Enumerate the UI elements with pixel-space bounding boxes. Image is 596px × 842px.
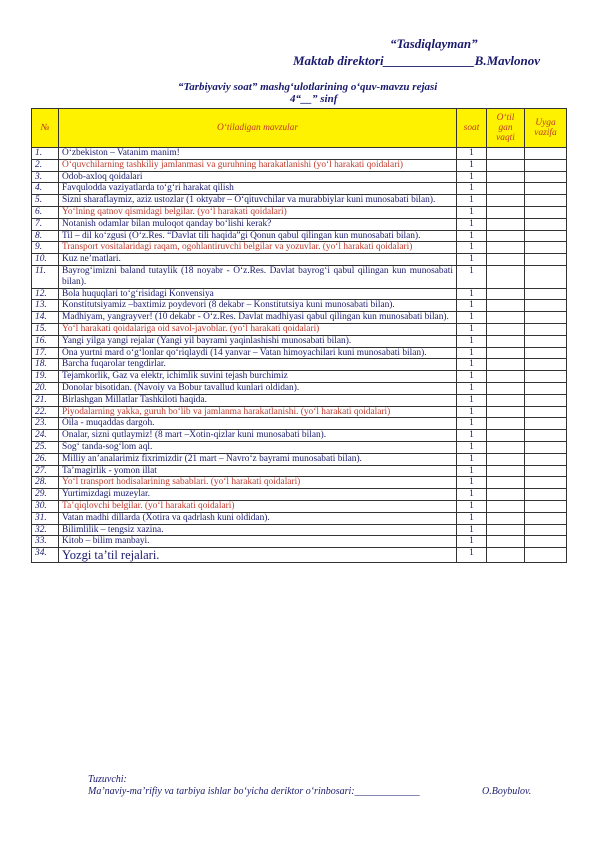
row-homework: [525, 347, 567, 359]
row-number: 31.: [32, 512, 59, 524]
row-hours: 1: [457, 536, 487, 548]
table-row: [32, 254, 567, 266]
header-topics: O‘tiladigan mavzular: [59, 109, 457, 148]
row-topic: Transport vositalaridagi raqam, ogohlantiruvchi belgilar va yozuvlar. (yo‘l harakati qoidalari): [59, 242, 457, 254]
row-topic: Ta’qiqlovchi belgilar. (yo‘l harakati qoidalari): [59, 500, 457, 512]
row-date-taught: [487, 406, 525, 418]
class-label: 4“__” sinf: [290, 93, 338, 105]
header-hours: soat: [457, 109, 487, 148]
row-homework: [525, 453, 567, 465]
row-hours: 1: [457, 265, 487, 288]
row-homework: [525, 300, 567, 312]
row-topic: Yangi yilga yangi rejalar (Yangi yil bayrami yaqinlashishi munosabati bilan).: [59, 335, 457, 347]
row-topic: Piyodalarning yakka, guruh bo‘lib va jamlanma harakatlanishi. (yo‘l harakati qoidalari): [59, 406, 457, 418]
table-row: [32, 418, 567, 430]
row-hours: 1: [457, 230, 487, 242]
row-topic: Oila - muqaddas dargoh.: [59, 418, 457, 430]
row-hours: 1: [457, 218, 487, 230]
row-number: 17.: [32, 347, 59, 359]
row-topic: Bola huquqlari to‘g‘risidagi Konvensiya: [59, 288, 457, 300]
row-homework: [525, 477, 567, 489]
compiler-name: O.Boybulov.: [482, 786, 532, 797]
row-topic: Onalar, sizni qutlaymiz! (8 mart –Xotin-qizlar kuni munosabati bilan).: [59, 430, 457, 442]
row-date-taught: [487, 548, 525, 563]
row-topic: Birlashgan Millatlar Tashkiloti haqida.: [59, 394, 457, 406]
row-date-taught: [487, 489, 525, 501]
row-date-taught: [487, 159, 525, 171]
row-number: 14.: [32, 312, 59, 324]
row-homework: [525, 288, 567, 300]
row-date-taught: [487, 312, 525, 324]
row-number: 28.: [32, 477, 59, 489]
row-hours: 1: [457, 159, 487, 171]
row-hours: 1: [457, 489, 487, 501]
table-row: [32, 548, 567, 563]
director-signature-line: Maktab direktori______________B.Mavlonov: [293, 53, 541, 68]
row-hours: 1: [457, 288, 487, 300]
row-topic: O‘zbekiston – Vatanim manim!: [59, 148, 457, 160]
row-number: 5.: [32, 195, 59, 207]
row-hours: 1: [457, 418, 487, 430]
row-date-taught: [487, 195, 525, 207]
row-homework: [525, 218, 567, 230]
row-number: 6.: [32, 206, 59, 218]
row-topic: Yozgi ta’til rejalari.: [59, 548, 457, 563]
header-homework: Uyga vazifa: [525, 109, 567, 148]
row-topic: Odob-axloq qoidalari: [59, 171, 457, 183]
row-number: 3.: [32, 171, 59, 183]
row-homework: [525, 406, 567, 418]
row-date-taught: [487, 500, 525, 512]
row-homework: [525, 489, 567, 501]
row-topic: Kitob – bilim manbayi.: [59, 536, 457, 548]
row-hours: 1: [457, 441, 487, 453]
row-date-taught: [487, 453, 525, 465]
row-homework: [525, 148, 567, 160]
row-number: 1.: [32, 148, 59, 160]
row-topic: Favqulodda vaziyatlarda to‘g‘ri harakat qilish: [59, 183, 457, 195]
row-date-taught: [487, 254, 525, 266]
table-row: [32, 347, 567, 359]
row-homework: [525, 430, 567, 442]
row-date-taught: [487, 512, 525, 524]
row-homework: [525, 441, 567, 453]
row-date-taught: [487, 323, 525, 335]
table-row: [32, 206, 567, 218]
table-row: [32, 512, 567, 524]
row-homework: [525, 206, 567, 218]
row-date-taught: [487, 265, 525, 288]
header-date-taught: O‘til gan vaqti: [487, 109, 525, 148]
row-hours: 1: [457, 335, 487, 347]
row-date-taught: [487, 465, 525, 477]
table-row: [32, 242, 567, 254]
row-hours: 1: [457, 371, 487, 383]
row-hours: 1: [457, 359, 487, 371]
row-date-taught: [487, 347, 525, 359]
row-hours: 1: [457, 430, 487, 442]
row-topic: Tejamkorlik, Gaz va elektr, ichimlik suvini tejash burchimiz: [59, 371, 457, 383]
row-date-taught: [487, 441, 525, 453]
row-number: 27.: [32, 465, 59, 477]
row-number: 19.: [32, 371, 59, 383]
lesson-plan-table: [31, 108, 567, 563]
row-hours: 1: [457, 548, 487, 563]
table-row: [32, 195, 567, 207]
row-number: 15.: [32, 323, 59, 335]
row-hours: 1: [457, 500, 487, 512]
row-homework: [525, 394, 567, 406]
compiler-label: Tuzuvchi:: [88, 774, 127, 785]
row-number: 18.: [32, 359, 59, 371]
row-number: 13.: [32, 300, 59, 312]
row-topic: Kuz ne’matlari.: [59, 254, 457, 266]
row-date-taught: [487, 230, 525, 242]
row-hours: 1: [457, 453, 487, 465]
row-date-taught: [487, 359, 525, 371]
table-row: [32, 288, 567, 300]
row-hours: 1: [457, 382, 487, 394]
table-row: [32, 465, 567, 477]
row-homework: [525, 265, 567, 288]
row-hours: 1: [457, 183, 487, 195]
row-number: 32.: [32, 524, 59, 536]
row-date-taught: [487, 171, 525, 183]
row-hours: 1: [457, 195, 487, 207]
row-topic: Bilimlilik – tengsiz xazina.: [59, 524, 457, 536]
row-number: 12.: [32, 288, 59, 300]
row-number: 11.: [32, 265, 59, 288]
table-row: [32, 218, 567, 230]
row-topic: Til – dil ko‘zgusi (O‘z.Res. “Davlat tili haqida”gi Qonun qabul qilingan kun munosabati bilan).: [59, 230, 457, 242]
row-hours: 1: [457, 323, 487, 335]
row-date-taught: [487, 242, 525, 254]
row-date-taught: [487, 371, 525, 383]
table-row: [32, 230, 567, 242]
row-homework: [525, 323, 567, 335]
row-topic: Sizni sharaflaymiz, aziz ustozlar (1 oktyabr – O‘qituvchilar va murabbiylar kuni munosabati bilan).: [59, 195, 457, 207]
row-topic: Ona yurtni mard o‘g‘lonlar qo‘riqlaydi (14 yanvar – Vatan himoyachilari kuni munosabati bilan).: [59, 347, 457, 359]
row-homework: [525, 500, 567, 512]
table-row: [32, 382, 567, 394]
table-row: [32, 183, 567, 195]
table-row: [32, 335, 567, 347]
row-topic: Yo‘l transport hodisalarining sabablari. (yo‘l harakati qoidalari): [59, 477, 457, 489]
row-hours: 1: [457, 465, 487, 477]
row-homework: [525, 418, 567, 430]
row-hours: 1: [457, 300, 487, 312]
row-date-taught: [487, 335, 525, 347]
table-row: [32, 300, 567, 312]
row-number: 2.: [32, 159, 59, 171]
row-topic: Konstitutsiyamiz –baxtimiz poydevori (8 dekabr – Konstitutsiya kuni munosabati bilan).: [59, 300, 457, 312]
row-topic: Ta’magirlik - yomon illat: [59, 465, 457, 477]
row-homework: [525, 312, 567, 324]
row-homework: [525, 524, 567, 536]
row-date-taught: [487, 477, 525, 489]
row-topic: Yurtimizdagi muzeylar.: [59, 489, 457, 501]
row-homework: [525, 548, 567, 563]
row-date-taught: [487, 394, 525, 406]
approval-title: “Tasdiqlayman”: [390, 36, 478, 51]
table-row: [32, 371, 567, 383]
row-date-taught: [487, 524, 525, 536]
row-homework: [525, 230, 567, 242]
row-number: 20.: [32, 382, 59, 394]
row-number: 29.: [32, 489, 59, 501]
table-row: [32, 489, 567, 501]
row-topic: Sog‘ tanda-sog‘lom aql.: [59, 441, 457, 453]
row-date-taught: [487, 206, 525, 218]
table-row: [32, 323, 567, 335]
table-row: [32, 536, 567, 548]
table-row: [32, 394, 567, 406]
row-hours: 1: [457, 406, 487, 418]
row-number: 21.: [32, 394, 59, 406]
row-date-taught: [487, 218, 525, 230]
row-topic: Barcha fuqarolar tengdirlar.: [59, 359, 457, 371]
row-number: 30.: [32, 500, 59, 512]
row-number: 4.: [32, 183, 59, 195]
row-number: 22.: [32, 406, 59, 418]
row-date-taught: [487, 430, 525, 442]
row-number: 7.: [32, 218, 59, 230]
row-number: 34.: [32, 548, 59, 563]
row-number: 25.: [32, 441, 59, 453]
row-hours: 1: [457, 148, 487, 160]
row-topic: Yo‘l harakati qoidalariga oid savol-javoblar. (yo‘l harakati qoidalari): [59, 323, 457, 335]
row-topic: Milliy an’analarimiz fixrimizdir (21 mart – Navro‘z bayrami munosabati bilan).: [59, 453, 457, 465]
row-homework: [525, 195, 567, 207]
table-row: [32, 312, 567, 324]
row-topic: Notanish odamlar bilan muloqot qanday bo‘lishi kerak?: [59, 218, 457, 230]
row-date-taught: [487, 288, 525, 300]
table-row: [32, 406, 567, 418]
row-homework: [525, 171, 567, 183]
row-number: 10.: [32, 254, 59, 266]
row-homework: [525, 371, 567, 383]
table-row: [32, 148, 567, 160]
table-row: [32, 453, 567, 465]
row-number: 24.: [32, 430, 59, 442]
row-homework: [525, 335, 567, 347]
row-hours: 1: [457, 254, 487, 266]
table-header-row: [32, 109, 567, 148]
table-row: [32, 441, 567, 453]
row-number: 26.: [32, 453, 59, 465]
table-row: [32, 171, 567, 183]
row-hours: 1: [457, 312, 487, 324]
row-topic: O‘quvchilarning tashkiliy jamlanmasi va guruhning harakatlanishi (yo‘l harakati qoidalari): [59, 159, 457, 171]
row-number: 16.: [32, 335, 59, 347]
compiler-position-line: Ma’naviy-ma’rifiy va tarbiya ishlar bo‘yicha deriktor o‘rinbosari:_____________: [88, 786, 420, 797]
row-homework: [525, 382, 567, 394]
row-number: 9.: [32, 242, 59, 254]
row-date-taught: [487, 183, 525, 195]
row-topic: Donolar bisotidan. (Navoiy va Bobur tavallud kunlari oldidan).: [59, 382, 457, 394]
row-topic: Bayrog‘imizni baland tutaylik (18 noyabr - O‘z.Res. Davlat bayrog‘i qabul qilingan kun munosabati bilan).: [59, 265, 457, 288]
row-homework: [525, 242, 567, 254]
row-number: 8.: [32, 230, 59, 242]
table-row: [32, 265, 567, 288]
row-homework: [525, 183, 567, 195]
row-hours: 1: [457, 206, 487, 218]
row-homework: [525, 512, 567, 524]
plan-title: “Tarbiyaviy soat” mashg‘ulotlarining o‘quv-mavzu rejasi: [178, 81, 438, 93]
row-topic: Madhiyam, yangrayver! (10 dekabr - O‘z.Res. Davlat madhiyasi qabul qilingan kun munosabati bilan).: [59, 312, 457, 324]
table-row: [32, 430, 567, 442]
row-date-taught: [487, 382, 525, 394]
table-row: [32, 524, 567, 536]
row-date-taught: [487, 148, 525, 160]
header-number: №: [32, 109, 59, 148]
row-hours: 1: [457, 347, 487, 359]
row-number: 23.: [32, 418, 59, 430]
row-hours: 1: [457, 242, 487, 254]
table-row: [32, 477, 567, 489]
table-row: [32, 359, 567, 371]
row-number: 33.: [32, 536, 59, 548]
table-row: [32, 159, 567, 171]
row-hours: 1: [457, 524, 487, 536]
row-homework: [525, 159, 567, 171]
row-date-taught: [487, 418, 525, 430]
row-hours: 1: [457, 394, 487, 406]
row-homework: [525, 254, 567, 266]
row-hours: 1: [457, 477, 487, 489]
row-date-taught: [487, 300, 525, 312]
row-hours: 1: [457, 171, 487, 183]
table-row: [32, 500, 567, 512]
row-homework: [525, 465, 567, 477]
row-homework: [525, 536, 567, 548]
row-topic: Vatan madhi dillarda (Xotira va qadrlash kuni oldidan).: [59, 512, 457, 524]
row-topic: Yo‘lning qatnov qismidagi belgilar. (yo‘l harakati qoidalari): [59, 206, 457, 218]
row-date-taught: [487, 536, 525, 548]
row-homework: [525, 359, 567, 371]
row-hours: 1: [457, 512, 487, 524]
